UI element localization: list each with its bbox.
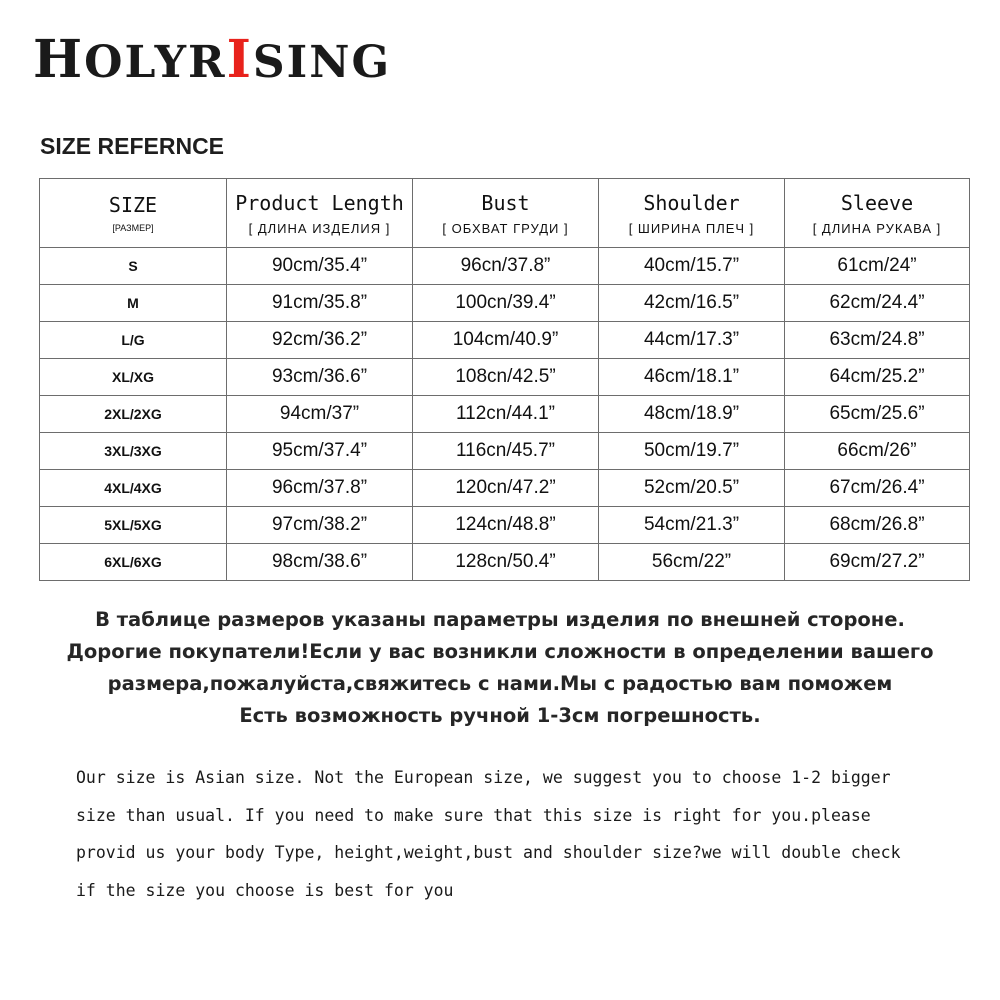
table-row — [40, 396, 970, 433]
bust-cell: 124cn/48.8” — [413, 507, 599, 544]
note-line: Дорогие покупатели!Если у вас возникли сложности в определении вашего — [66, 640, 934, 663]
shoulder-cell: 40cm/15.7” — [599, 248, 785, 285]
header-label: Shoulder — [643, 190, 740, 215]
bust-cell: 128cn/50.4” — [413, 544, 599, 581]
sleeve-cell: 67cm/26.4” — [785, 470, 970, 507]
bust-cell: 120cn/47.2” — [413, 470, 599, 507]
table-row — [40, 322, 970, 359]
length-cell: 94cm/37” — [227, 396, 413, 433]
size-cell: 2XL/2XG — [40, 396, 227, 433]
bust-cell: 116cn/45.7” — [413, 433, 599, 470]
sleeve-cell: 65cm/25.6” — [785, 396, 970, 433]
shoulder-cell: 46cm/18.1” — [599, 359, 785, 396]
shoulder-cell: 42cm/16.5” — [599, 285, 785, 322]
header-product-length — [227, 179, 413, 248]
size-table — [39, 178, 970, 581]
bust-cell: 108cn/42.5” — [413, 359, 599, 396]
shoulder-cell: 54cm/21.3” — [599, 507, 785, 544]
length-cell: 96cm/37.8” — [227, 470, 413, 507]
header-label: Bust — [481, 190, 530, 215]
header-shoulder — [599, 179, 785, 248]
length-cell: 95cm/37.4” — [227, 433, 413, 470]
header-label: Sleeve — [840, 190, 914, 215]
note-line: Our size is Asian size. Not the European size, we suggest you to choose 1-2 bigger — [76, 768, 891, 787]
bust-cell: 96cn/37.8” — [413, 248, 599, 285]
shoulder-cell: 50cm/19.7” — [599, 433, 785, 470]
table-row — [40, 285, 970, 322]
note-line: Есть возможность ручной 1-3см погрешность. — [239, 704, 761, 727]
header-bust — [413, 179, 599, 248]
shoulder-cell: 56cm/22” — [599, 544, 785, 581]
sleeve-cell: 63cm/24.8” — [785, 322, 970, 359]
header-sublabel: [ ДЛИНА ИЗДЕЛИЯ ] — [248, 220, 391, 236]
header-sublabel: [РАЗМЕР] — [112, 223, 154, 233]
table-row — [40, 248, 970, 285]
sleeve-cell: 62cm/24.4” — [785, 285, 970, 322]
size-cell: 3XL/3XG — [40, 433, 227, 470]
shoulder-cell: 52cm/20.5” — [599, 470, 785, 507]
note-line: if the size you choose is best for you — [76, 880, 454, 900]
sleeve-cell: 69cm/27.2” — [785, 544, 970, 581]
note-line: provid us your body Type, height,weight,bust and shoulder size?we will double check — [76, 843, 901, 862]
bust-cell: 100cn/39.4” — [413, 285, 599, 322]
sleeve-cell: 68cm/26.8” — [785, 507, 970, 544]
length-cell: 90cm/35.4” — [227, 248, 413, 285]
sleeve-cell: 61cm/24” — [785, 248, 970, 285]
table-row — [40, 433, 970, 470]
length-cell: 97cm/38.2” — [227, 507, 413, 544]
table-header-row — [40, 179, 970, 248]
length-cell: 91cm/35.8” — [227, 285, 413, 322]
table-row — [40, 507, 970, 544]
note-line: size than usual. If you need to make sure that this size is right for you.please — [76, 805, 871, 825]
length-cell: 93cm/36.6” — [227, 359, 413, 396]
header-label: SIZE — [108, 193, 158, 217]
header-sublabel: [ ДЛИНА РУКАВА ] — [812, 220, 942, 236]
note-line: В таблице размеров указаны параметры изделия по внешней стороне. — [95, 608, 905, 631]
length-cell: 98cm/38.6” — [227, 544, 413, 581]
size-cell: S — [40, 248, 227, 285]
bust-cell: 112cn/44.1” — [413, 396, 599, 433]
shoulder-cell: 44cm/17.3” — [599, 322, 785, 359]
length-cell: 92cm/36.2” — [227, 322, 413, 359]
page-title: SIZE REFERNCE — [40, 133, 225, 159]
header-sublabel: [ ОБХВАТ ГРУДИ ] — [442, 220, 569, 236]
size-cell: 5XL/5XG — [40, 507, 227, 544]
header-sleeve — [785, 179, 970, 248]
shoulder-cell: 48cm/18.9” — [599, 396, 785, 433]
header-size — [40, 179, 227, 248]
note-line: размера,пожалуйста,свяжитесь с нами.Мы с радостью вам поможем — [107, 672, 893, 695]
table-row — [40, 470, 970, 507]
size-cell: 4XL/4XG — [40, 470, 227, 507]
brand-logo: HOLYRISING — [33, 29, 392, 90]
size-cell: XL/XG — [40, 359, 227, 396]
sleeve-cell: 64cm/25.2” — [785, 359, 970, 396]
table-row — [40, 359, 970, 396]
size-cell: 6XL/6XG — [40, 544, 227, 581]
table-row — [40, 544, 970, 581]
size-cell: M — [40, 285, 227, 322]
header-sublabel: [ ШИРИНА ПЛЕЧ ] — [628, 220, 755, 236]
russian-size-note — [0, 604, 1000, 732]
english-size-note — [76, 759, 986, 909]
size-cell: L/G — [40, 322, 227, 359]
sleeve-cell: 66cm/26” — [785, 433, 970, 470]
bust-cell: 104cm/40.9” — [413, 322, 599, 359]
header-label: Product Length — [235, 190, 404, 215]
